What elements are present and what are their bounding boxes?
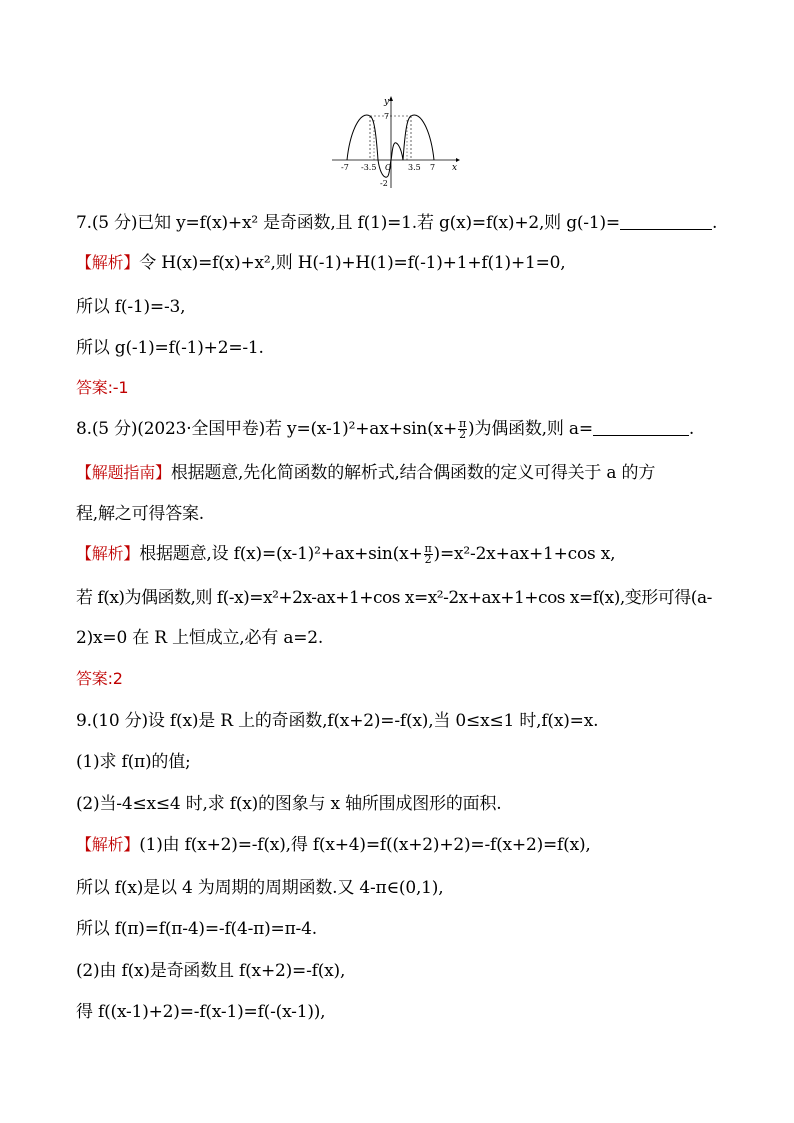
- x-axis-label: x: [452, 163, 458, 173]
- q7-analysis-text-1: 令 H(x)=f(x)+x²,则 H(-1)+H(1)=f(-1)+1+f(1)+1=0,: [139, 253, 566, 273]
- q9-analysis-line-4: (2)由 f(x)是奇函数且 f(x+2)=-f(x),: [76, 961, 346, 981]
- q9-analysis-line-3: 所以 f(π)=f(π-4)=-f(4-π)=π-4.: [76, 919, 317, 939]
- q7-answer-blank: [620, 213, 712, 230]
- q8-stem-a: 8.(5 分)(2023·全国甲卷)若 y=(x-1)²+ax+sin(x+: [76, 419, 458, 439]
- q7-analysis-line-3: 所以 g(-1)=f(-1)+2=-1.: [76, 338, 264, 358]
- x-tick-7: 7: [430, 163, 436, 172]
- q8-analysis-fraction: [424, 544, 433, 565]
- q9-part-1: (1)求 f(π)的值;: [76, 752, 191, 772]
- q9-analysis-line-1: [76, 834, 591, 856]
- q8-fraction: [458, 419, 467, 440]
- q7-stem-text: 7.(5 分)已知 y=f(x)+x² 是奇函数,且 f(1)=1.若 g(x)=f(x)+2,则 g(-1)=: [76, 213, 620, 233]
- x-tick-neg7: -7: [341, 163, 349, 172]
- q8-analysis-frac-num: π: [424, 542, 432, 555]
- y-tick-7: 7: [384, 112, 390, 121]
- x-axis-arrow: [456, 158, 460, 162]
- q9-part-2: (2)当-4≤x≤4 时,求 f(x)的图象与 x 轴所围成图形的面积.: [76, 794, 502, 814]
- q8-guide-text-1: 根据题意,先化简函数的解析式,结合偶函数的定义可得关于 a 的方: [170, 463, 656, 483]
- q8-answer: 答案:2: [76, 669, 123, 688]
- q8-analysis-line-1: [76, 543, 615, 565]
- q8-guide-line-2: 程,解之可得答案.: [76, 504, 205, 524]
- q7-period: .: [711, 213, 718, 233]
- q7-stem: [76, 212, 717, 234]
- q9-analysis-text-1: (1)由 f(x+2)=-f(x),得 f(x+4)=f((x+2)+2)=-f(x+2)=f(x),: [139, 835, 591, 855]
- q8-stem-b: )为偶函数,则 a=: [468, 419, 593, 439]
- q8-frac-num: π: [459, 417, 467, 430]
- q8-period: .: [688, 419, 695, 439]
- q7-analysis-line-2: 所以 f(-1)=-3,: [76, 297, 186, 317]
- q8-analysis-line-3: 2)x=0 在 R 上恒成立,必有 a=2.: [76, 628, 324, 648]
- q7-analysis-tag: 【解析】: [76, 253, 140, 272]
- q9-analysis-line-5: 得 f((x-1)+2)=-f(x-1)=f(-(x-1)),: [76, 1002, 326, 1022]
- x-tick-neg3-5: -3.5: [361, 163, 377, 172]
- q8-frac-den: 2: [459, 428, 466, 441]
- q8-analysis-frac-den: 2: [424, 553, 432, 566]
- q8-answer-blank: [593, 419, 689, 436]
- function-graph: [330, 92, 462, 192]
- y-axis-label: y: [384, 97, 390, 107]
- q8-analysis-tag: 【解析】: [76, 544, 140, 563]
- origin-label: O: [385, 163, 392, 172]
- q9-analysis-line-2: 所以 f(x)是以 4 为周期的周期函数.又 4-π∈(0,1),: [76, 878, 444, 898]
- x-tick-3-5: 3.5: [408, 163, 421, 172]
- q8-guide-tag: 【解题指南】: [76, 463, 171, 482]
- y-tick-neg2: -2: [380, 179, 388, 188]
- q9-stem: 9.(10 分)设 f(x)是 R 上的奇函数,f(x+2)=-f(x),当 0≤x≤1 时,f(x)=x.: [76, 711, 599, 731]
- q9-analysis-tag: 【解析】: [76, 835, 140, 854]
- q8-analysis-text-1b: )=x²-2x+ax+1+cos x,: [433, 544, 616, 564]
- y-axis-arrow: [389, 96, 393, 101]
- q7-answer: 答案:-1: [76, 378, 129, 397]
- q8-analysis-text-1a: 根据题意,设 f(x)=(x-1)²+ax+sin(x+: [139, 544, 423, 564]
- q7-analysis-line-1: [76, 252, 566, 274]
- q8-guide-line-1: [76, 462, 655, 484]
- q8-stem: [76, 418, 694, 440]
- q8-analysis-line-2: 若 f(x)为偶函数,则 f(-x)=x²+2x-ax+1+cos x=x²-2x+ax+1+cos x=f(x),变形可得(a-: [76, 588, 712, 608]
